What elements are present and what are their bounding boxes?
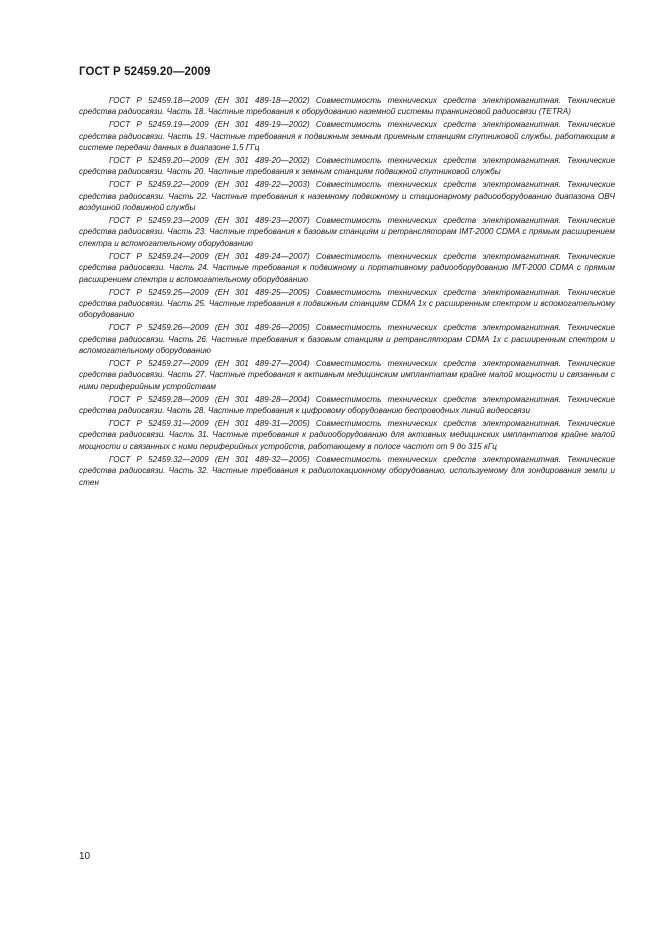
document-header: ГОСТ Р 52459.20—2009 [79,66,211,78]
standard-entry-32: ГОСТ Р 52459.32—2009 (ЕН 301 489-32—2005) Совместимость технических средств электромагнитная. Технические средства радиосвязи. Часть 32. Частные требования к радиолокационному оборудованию, используемому для зондирования земли и стен [79,454,615,487]
standard-entry-24: ГОСТ Р 52459.24—2009 (ЕН 301 489-24—2007) Совместимость технических средств электромагнитная. Технические средства радиосвязи. Часть 24. Частные требования к подвижному и портативному радиооборудованию IMT-2000 CDMA с прямым расширением спектра и вспомогательному оборудованию [79,251,615,284]
standard-entry-31: ГОСТ Р 52459.31—2009 (ЕН 301 489-31—2005) Совместимость технических средств электромагнитная. Технические средства радиосвязи. Часть 31. Частные требования к радиооборудованию для активных медицинских имплантатов крайне малой мощности и связанных с ними периферийных устройств, работающему в полосе частот от 9 до 315 кГц [79,418,615,451]
page-number: 10 [79,851,91,862]
standard-entry-26: ГОСТ Р 52459.26—2009 (ЕН 301 489-26—2005) Совместимость технических средств электромагнитная. Технические средства радиосвязи. Часть 26. Частные требования к базовым станциям и ретрансляторам CDMA 1x с расширенным спектром и вспомогательному оборудованию [79,323,615,356]
standard-entry-23: ГОСТ Р 52459.23—2009 (ЕН 301 489-23—2007) Совместимость технических средств электромагнитная. Технические средства радиосвязи. Часть 23. Частные требования к базовым станциям и ретрансляторам IMT-2000 CDMA с прямым расширением спектра и вспомогательному оборудованию [79,216,615,248]
standard-entry-25: ГОСТ Р 52459.25—2009 (ЕН 301 489-25—2005) Совместимость технических средств электромагнитная. Технические средства радиосвязи. Часть 25. Частные требования к подвижным станциям CDMA 1x с расширенным спектром и вспомогательному оборудованию [79,287,615,320]
standard-entry-19: ГОСТ Р 52459.19—2009 (ЕН 301 489-19—2002) Совместимость технических средств электромагнитная. Технические средства радиосвязи. Часть 19. Частные требования к подвижным земным приемным станциям спутниковой службы, работающим в системе передачи данных в диапазоне 1,5 ГГц [79,120,615,153]
standard-entry-27: ГОСТ Р 52459.27—2009 (ЕН 301 489-27—2004) Совместимость технических средств электромагнитная. Технические средства радиосвязи. Часть 27. Частные требования к активным медицинским имплантатам крайне малой мощности и связанным с ними периферийным устройствам [79,358,615,391]
standard-entry-18: ГОСТ Р 52459.18—2009 (ЕН 301 489-18—2002) Совместимость технических средств электромагнитная. Технические средства радиосвязи. Часть 18. Частные требования к оборудованию наземной системы транкинговой радиосвязи (TETRA) [79,96,615,117]
standards-list [79,95,615,489]
standard-entry-28: ГОСТ Р 52459.28—2009 (ЕН 301 489-28—2004) Совместимость технических средств электромагнитная. Технические средства радиосвязи. Часть 28. Частные требования к цифровому оборудованию беспроводных линий видеосвязи [79,394,615,416]
standard-entry-22: ГОСТ Р 52459.22—2009 (ЕН 301 489-22—2003) Совместимость технических средств электромагнитная. Технические средства радиосвязи. Часть 22. Частные требования к наземному подвижному и стационарному радиооборудованию диапазона ОВЧ воздушной подвижной службы [79,180,615,213]
standard-entry-20: ГОСТ Р 52459.20—2009 (ЕН 301 489-20—2002) Совместимость технических средств электромагнитная. Технические средства радиосвязи. Часть 20. Частные требования к земным станциям подвижной спутниковой службы [79,156,615,177]
